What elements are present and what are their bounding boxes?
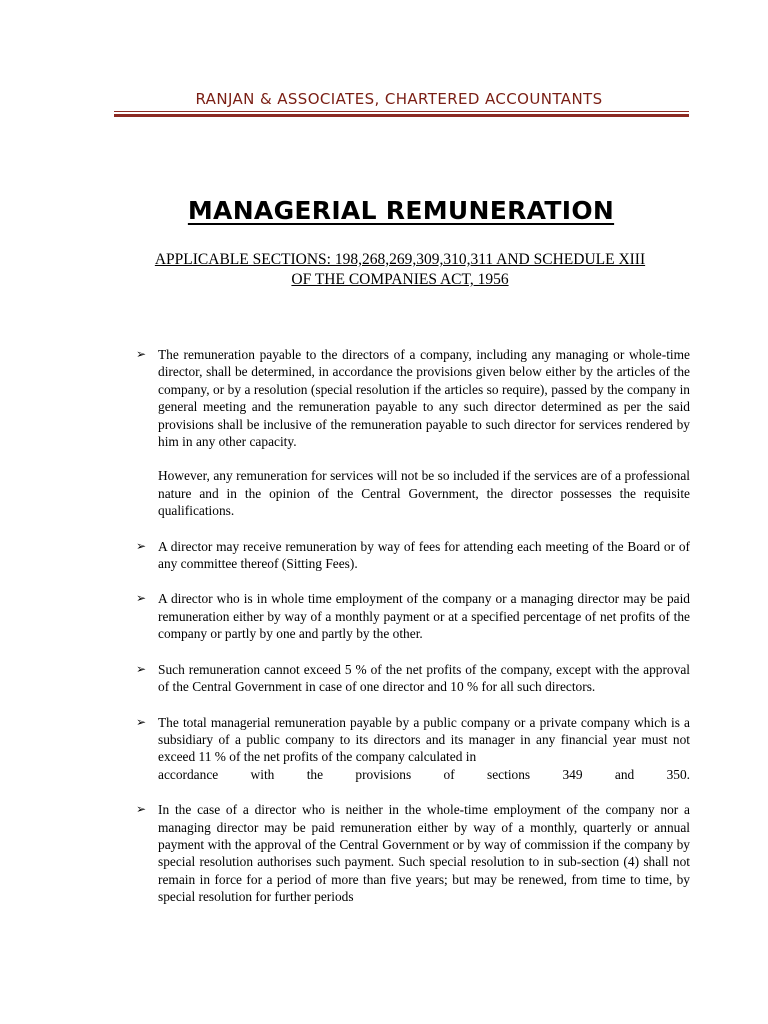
bullet-text: The total managerial remuneration payable by a public company or a private company which is a subsidiary of a public company to its directors and its manager in any financial year must not exceed 11 % of the net profits of the company calculated in [158, 714, 690, 765]
word: 350. [666, 766, 690, 782]
bullet-item-3 [136, 590, 690, 642]
arrow-bullet-icon: ➢ [136, 347, 147, 361]
document-subtitle [100, 250, 700, 290]
bullet-text: A director who is in whole time employment of the company or a managing director may be paid remuneration either by way of a monthly payment or at a specified percentage of net profits of the company or partly by one and partly by the other. [158, 591, 690, 642]
word: with [250, 766, 275, 782]
bullet-item-6 [136, 801, 690, 905]
bullet-item-2 [136, 538, 690, 573]
firm-header: RANJAN & ASSOCIATES, CHARTERED ACCOUNTANTS [195, 90, 603, 108]
arrow-bullet-icon: ➢ [136, 802, 147, 817]
bullet-item-5 [136, 714, 690, 784]
arrow-bullet-icon: ➢ [136, 661, 147, 676]
word: and [614, 766, 635, 782]
bullet-text: Such remuneration cannot exceed 5 % of the net profits of the company, except with the approval of the Central Government in case of one director and 10 % for all such directors. [158, 661, 690, 695]
word: the [306, 766, 324, 782]
word: sections [487, 766, 531, 782]
word: of [443, 766, 455, 782]
bullet-list [136, 346, 690, 924]
header-rule-thick [114, 114, 689, 117]
bullet-item-4 [136, 661, 690, 696]
bullet-last-line [158, 766, 690, 783]
arrow-bullet-icon: ➢ [136, 591, 147, 606]
arrow-bullet-icon: ➢ [136, 538, 147, 553]
document-title: MANAGERIAL REMUNERATION [187, 196, 615, 225]
subtitle-line-1: APPLICABLE SECTIONS: 198,268,269,309,310,311 AND SCHEDULE XIII [154, 251, 646, 268]
bullet-item-1 [136, 346, 690, 520]
bullet-paragraph: However, any remuneration for services will not be so included if the services are of a professional nature and in the opinion of the Central Government, the director possesses the requisite qualifications. [158, 468, 690, 519]
bullet-text: In the case of a director who is neither in the whole-time employment of the company nor a managing director may be paid remuneration either by way of a monthly, quarterly or annual payment with the approval of the Central Government or by way of commission if the company by special resolution authorises such payment. Such special resolution to in sub-section (4) shall not remain in force for a period of more than five years; but may be renewed, from time to time, by special resolution for further periods [158, 802, 690, 905]
header-rule-thin [114, 111, 689, 112]
word: provisions [355, 766, 412, 782]
arrow-bullet-icon: ➢ [136, 714, 147, 729]
word: accordance [158, 766, 219, 782]
word: 349 [562, 766, 583, 782]
bullet-text: A director may receive remuneration by way of fees for attending each meeting of the Board or of any committee thereof (Sitting Fees). [158, 538, 690, 572]
subtitle-line-2: OF THE COMPANIES ACT, 1956 [291, 271, 509, 288]
bullet-text: The remuneration payable to the directors of a company, including any managing or whole-time director, shall be determined, in accordance the provisions given below either by the articles of the company, or by a resolution (special resolution if the articles so require), passed by the company in general meeting and the remuneration payable to any such director determined as per the said provisions shall be inclusive of the remuneration payable to such director for services rendered by him in any other capacity. [158, 347, 690, 450]
